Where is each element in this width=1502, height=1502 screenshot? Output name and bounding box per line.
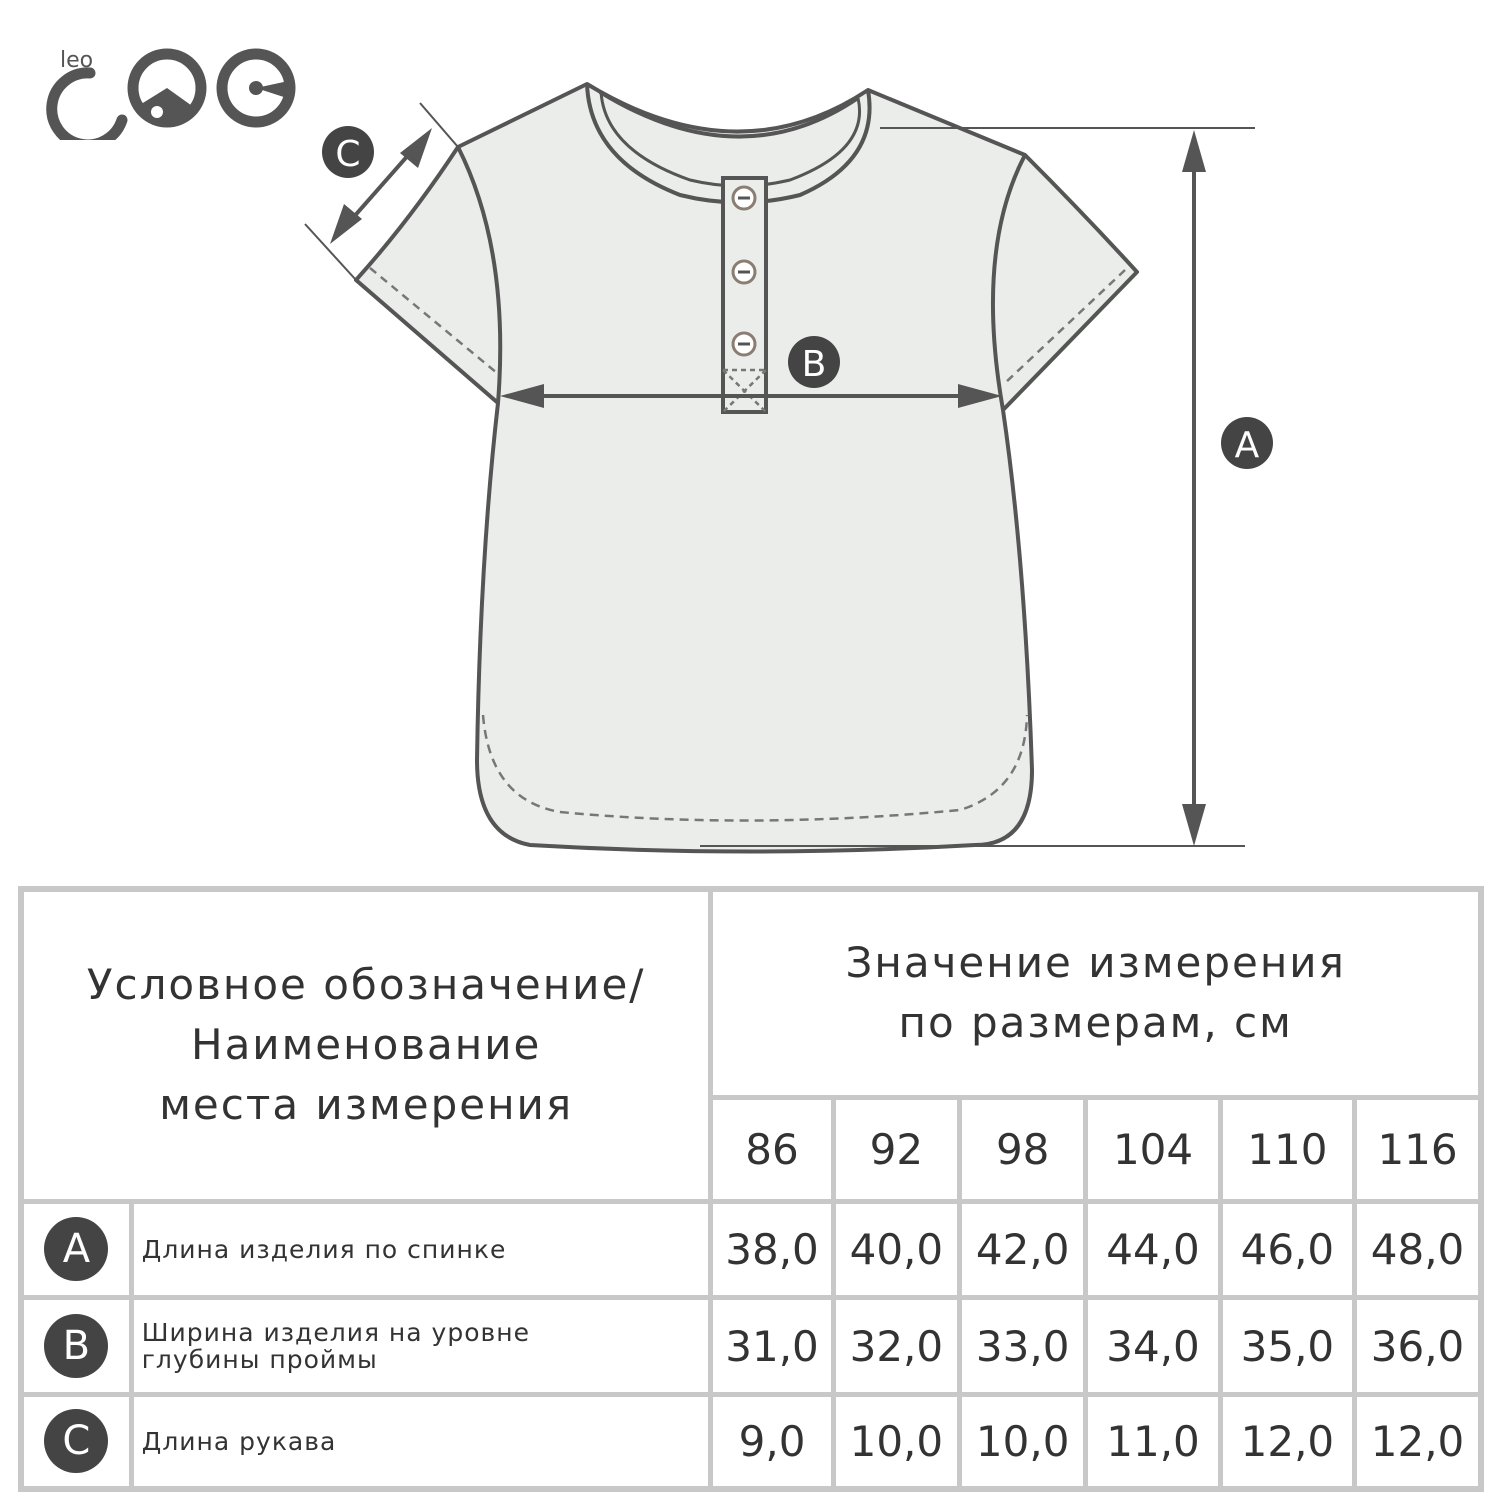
letter-b-badge: B: [44, 1314, 108, 1378]
letter-c-badge: C: [44, 1409, 108, 1473]
table-row: [21, 1298, 1481, 1395]
logo-small-text: leo: [60, 48, 94, 73]
left-header-line: места измерения: [159, 1080, 574, 1130]
value-cell: 10,0: [833, 1394, 959, 1489]
svg-text:B: B: [801, 344, 827, 385]
right-header-line: Значение измерения: [845, 938, 1346, 988]
value-cell: 36,0: [1355, 1298, 1481, 1395]
size-header: 86: [711, 1097, 833, 1201]
button-1: [733, 187, 755, 209]
left-header-line: Наименование: [190, 1020, 542, 1070]
row-letter-cell: [21, 1298, 131, 1395]
value-cell: 42,0: [960, 1201, 1086, 1298]
row-name-line: Длина рукава: [141, 1426, 337, 1456]
row-name-line: Ширина изделия на уровне: [141, 1318, 530, 1348]
right-header-line: по размерам, см: [898, 998, 1293, 1048]
size-header: 98: [960, 1097, 1086, 1201]
size-table: [18, 886, 1484, 1492]
table-row: [21, 1394, 1481, 1489]
value-cell: 34,0: [1086, 1298, 1220, 1395]
value-cell: 35,0: [1220, 1298, 1354, 1395]
table-row: [21, 1201, 1481, 1298]
value-cell: 40,0: [833, 1201, 959, 1298]
row-name-line: глубины проймы: [141, 1345, 378, 1375]
row-letter-cell: [21, 1394, 131, 1489]
value-cell: 38,0: [711, 1201, 833, 1298]
svg-text:C: C: [335, 134, 361, 175]
value-cell: 12,0: [1220, 1394, 1354, 1489]
value-cell: 33,0: [960, 1298, 1086, 1395]
row-letter-cell: [21, 1201, 131, 1298]
row-name-cell: [131, 1394, 711, 1489]
value-cell: 10,0: [960, 1394, 1086, 1489]
size-header: 92: [833, 1097, 959, 1201]
size-header: 110: [1220, 1097, 1354, 1201]
size-header: 116: [1355, 1097, 1481, 1201]
value-cell: 44,0: [1086, 1201, 1220, 1298]
button-2: [733, 261, 755, 283]
value-cell: 9,0: [711, 1394, 833, 1489]
left-header-cell: [21, 889, 711, 1201]
label-a-badge: [1221, 417, 1273, 469]
value-cell: 32,0: [833, 1298, 959, 1395]
row-name-cell: [131, 1298, 711, 1395]
value-cell: 31,0: [711, 1298, 833, 1395]
label-c-badge: [322, 126, 374, 178]
row-name-line: Длина изделия по спинке: [141, 1234, 507, 1264]
left-header-line: Условное обозначение/: [86, 960, 646, 1010]
size-header: 104: [1086, 1097, 1220, 1201]
right-header-cell: [711, 889, 1481, 1097]
row-name-cell: [131, 1201, 711, 1298]
value-cell: 46,0: [1220, 1201, 1354, 1298]
value-cell: 11,0: [1086, 1394, 1220, 1489]
value-cell: 48,0: [1355, 1201, 1481, 1298]
value-cell: 12,0: [1355, 1394, 1481, 1489]
svg-text:A: A: [1234, 425, 1260, 466]
label-b-badge: [788, 336, 840, 388]
letter-a-badge: A: [44, 1217, 108, 1281]
button-3: [733, 333, 755, 355]
